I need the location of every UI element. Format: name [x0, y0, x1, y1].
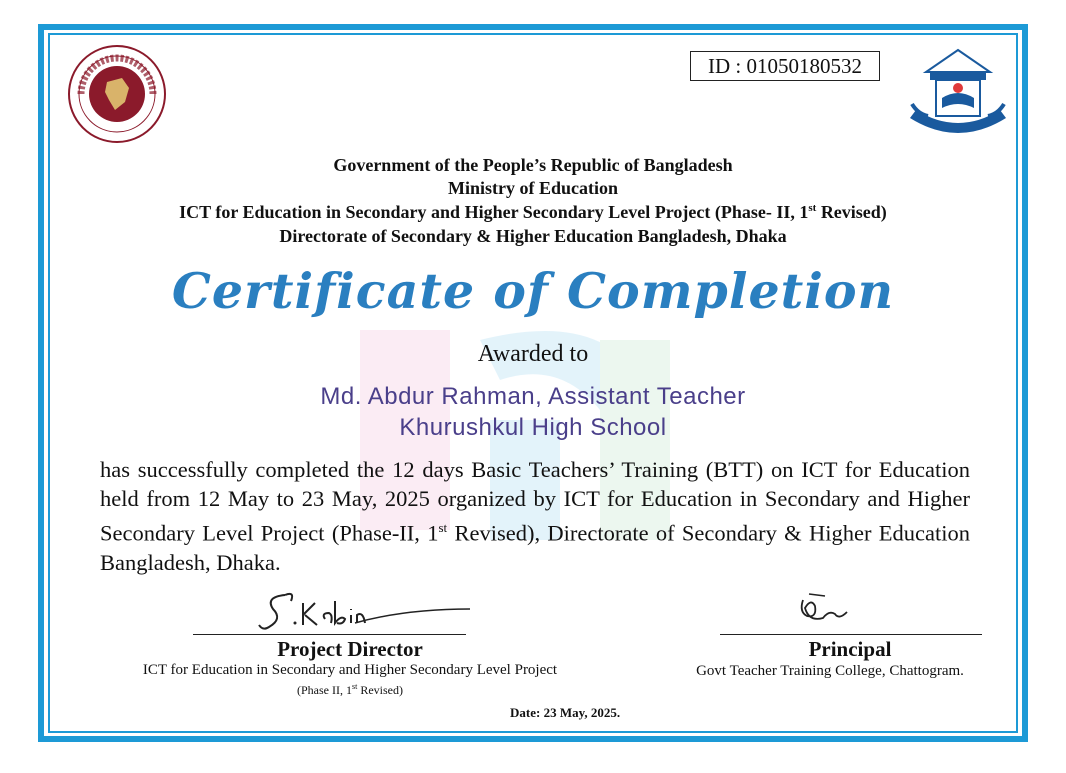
phase-text: (Phase II, 1 — [297, 683, 352, 697]
project-director-phase — [200, 682, 500, 698]
phase-sup: st — [351, 682, 358, 691]
phase-tail: Revised) — [357, 683, 403, 697]
government-seal-icon — [67, 44, 167, 144]
certificate-date: Date: 23 May, 2025. — [510, 705, 621, 720]
principal-signature — [795, 592, 855, 628]
project-director-signature — [255, 585, 475, 635]
header-directorate: Directorate of Secondary & Higher Education Bangladesh, Dhaka — [279, 226, 787, 246]
principal-org: Govt Teacher Training College, Chattogram. — [696, 663, 964, 679]
recipient-school: Khurushkul High School — [399, 414, 667, 441]
certificate-title: Certificate of Completion — [171, 262, 895, 320]
principal-title: Principal — [808, 637, 892, 661]
header-project — [0, 202, 1066, 223]
recipient-name: Md. Abdur Rahman, Assistant Teacher — [320, 383, 746, 410]
left-signature-line — [193, 634, 466, 635]
header-ministry: Ministry of Education — [447, 178, 618, 198]
right-signature-line — [720, 634, 982, 635]
header-project-sup: st — [808, 202, 817, 214]
statement-sup: st — [438, 520, 448, 535]
statement-tail: Revised), Directorate of Secondary & Higher Education Bangladesh, Dhaka. — [100, 520, 970, 575]
completion-statement — [100, 455, 970, 577]
header-project-tail: Revised) — [816, 202, 887, 222]
statement-text: has successfully completed the 12 days Basic Teachers’ Training (BTT) on ICT for Education held from 12 May to 23 May, 2025 organized by ICT for Education in Secondary and Higher Secondary Level Project (Phase-II, 1 — [100, 457, 970, 546]
header-project-text: ICT for Education in Secondary and Higher Secondary Level Project (Phase- II, 1 — [179, 202, 809, 222]
certificate-id: ID : 01050180532 — [690, 51, 880, 81]
dshe-logo-icon — [906, 44, 1010, 144]
header-government: Government of the People’s Republic of Bangladesh — [333, 155, 733, 175]
project-director-org: ICT for Education in Secondary and Higher Secondary Level Project — [142, 662, 558, 678]
awarded-to: Awarded to — [477, 341, 589, 367]
project-director-title: Project Director — [277, 637, 423, 661]
